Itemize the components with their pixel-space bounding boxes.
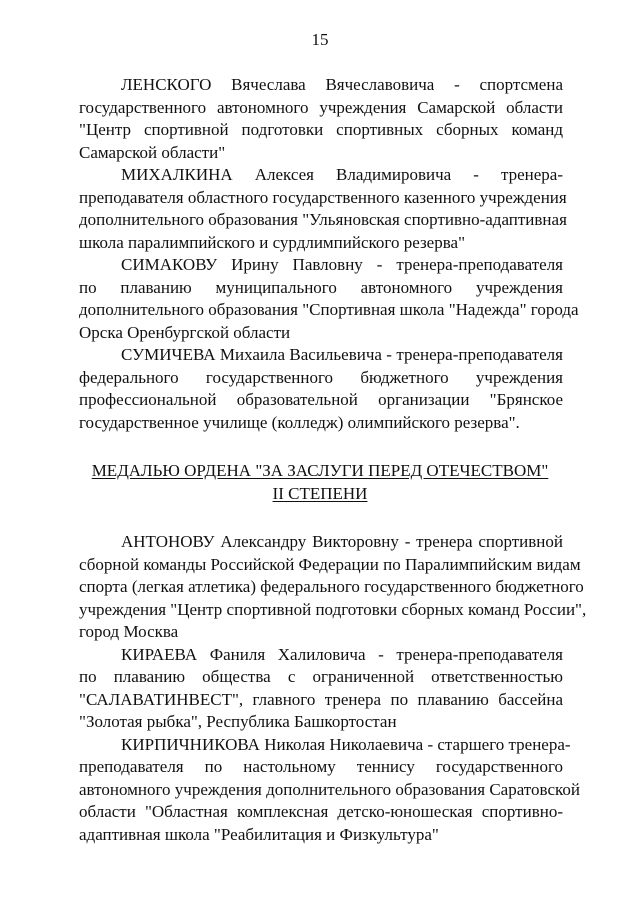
entry-line: КИРПИЧНИКОВА Николая Николаевича - старшего тренера- xyxy=(121,734,571,754)
award-entry-kirpichnikova xyxy=(79,734,580,847)
entry-line: по плаванию муниципального автономного учреждения xyxy=(79,277,563,297)
entry-line: профессиональной образовательной организации "Брянское xyxy=(79,390,563,409)
entry-line: "САЛАВАТИНВЕСТ", главного тренера по плаванию бассейна xyxy=(79,689,563,709)
entry-line: МИХАЛКИНА Алексея Владимировича - тренера- xyxy=(121,165,563,184)
entry-line: Орска Оренбургской области xyxy=(79,322,291,342)
document-body xyxy=(79,74,587,846)
entry-line: по плаванию общества с ограниченной ответственностью xyxy=(79,667,563,686)
entry-line: спорта (легкая атлетика) федерального государственного бюджетного xyxy=(79,577,584,596)
award-entry-lenskogo xyxy=(79,74,563,164)
award-entry-simakovu xyxy=(79,254,579,344)
heading-line-2: II СТЕПЕНИ xyxy=(272,483,368,503)
entry-line: СИМАКОВУ Ирину Павловну - тренера-преподавателя xyxy=(121,255,563,274)
award-entry-mikhalkina xyxy=(79,164,567,254)
entry-line: преподавателя по настольному теннису государственного xyxy=(79,757,563,776)
entry-line: дополнительного образования "Ульяновская спортивно-адаптивная xyxy=(79,210,567,229)
award-entry-sumicheva xyxy=(79,344,563,434)
entry-line: дополнительного образования "Спортивная школа "Надежда" города xyxy=(79,300,579,319)
entry-line: государственного автономного учреждения Самарской области xyxy=(79,97,563,117)
entry-line: адаптивная школа "Реабилитация и Физкультура" xyxy=(79,824,439,844)
entry-line: государственное училище (колледж) олимпийского резерва". xyxy=(79,412,520,432)
entry-line: город Москва xyxy=(79,622,179,641)
entry-line: Самарской области" xyxy=(79,142,226,162)
entry-line: автономного учреждения дополнительного образования Саратовской xyxy=(79,779,580,799)
entry-line: области "Областная комплексная детско-юношеская спортивно- xyxy=(79,802,563,821)
entry-line: "Центр спортивной подготовки спортивных сборных команд xyxy=(79,120,563,139)
entry-line: "Золотая рыбка", Республика Башкортостан xyxy=(79,712,397,731)
entry-line: КИРАЕВА Фаниля Халиловича - тренера-преподавателя xyxy=(121,644,563,664)
entry-line: школа паралимпийского и сурдлимпийского резерва" xyxy=(79,232,466,252)
entry-line: федерального государственного бюджетного учреждения xyxy=(79,367,563,387)
entry-line: сборной команды Российской Федерации по Паралимпийским видам xyxy=(79,554,581,574)
page-number: 15 xyxy=(311,30,329,49)
entry-line: преподавателя областного государственного казенного учреждения xyxy=(79,187,567,207)
heading-line-1: МЕДАЛЬЮ ОРДЕНА "ЗА ЗАСЛУГИ ПЕРЕД ОТЕЧЕСТВОМ" xyxy=(91,461,549,480)
entry-line: учреждения "Центр спортивной подготовки сборных команд России", xyxy=(79,599,587,619)
entry-line: АНТОНОВУ Александру Викторовну - тренера спортивной xyxy=(121,532,563,551)
award-entry-kiraeva xyxy=(79,644,563,734)
award-entry-antonovu xyxy=(79,531,587,644)
entry-line: ЛЕНСКОГО Вячеслава Вячеславовича - спортсмена xyxy=(121,75,563,94)
section-heading xyxy=(0,460,640,505)
entry-line: СУМИЧЕВА Михаила Васильевича - тренера-преподавателя xyxy=(121,345,563,364)
